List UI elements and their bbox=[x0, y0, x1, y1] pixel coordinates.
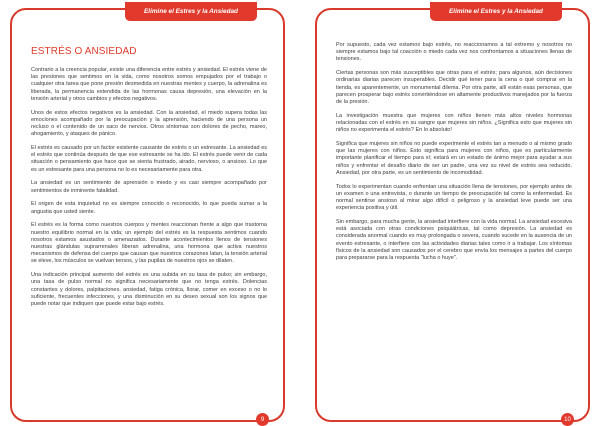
paragraph: Unos de estos efectos negativos es la ansiedad. Con la ansiedad, el miedo supera todas las emociones acompañado por la preocupación y la aprensión, haciendo de una persona un recluso o el contenido de un saco de nervios. Otros síntomas son dolores de pecho, mareo, ahogamiento, y ataques de pánico. bbox=[31, 109, 267, 138]
paragraph: Ciertas personas son más susceptibles que otras para el estrés; para algunos, aún decisiones ordinarias diarias parecen insuperables. Decidir qué tener para la cena o qué comprar en la tienda, es aparentemente, un monumental dilema. Por otra parte, allí están esas personas, que parecen prosperar bajo estrés convirtiéndose en altamente productivos manejados por la fuerza de la presión. bbox=[336, 70, 572, 106]
left-page bbox=[10, 8, 285, 422]
right-page-content bbox=[336, 42, 572, 269]
paragraph: La ansiedad es un sentimiento de aprensión o miedo y es casi siempre acompañado por sentimientos de inminente fatalidad. bbox=[31, 180, 267, 194]
paragraph: Por supuesto, cada vez estamos bajo estrés, no reaccionamos a tal extremo y nosotros no siempre estamos bajo tal coacción o miedo cada vez nos confrontamos a situaciones llenas de tensiones. bbox=[336, 42, 572, 63]
paragraph: El estrés es la forma como nuestros cuerpos y mentes reaccionan frente a algo que trastorna nuestro equilibrio normal en la vida; un ejemplo del estrés es la respuesta sentimos cuando nosotros estamos asustados o amenazados. Durante acontecimientos llenos de tensiones nuestras glándulas suprarrenales liberan adrenalina, una hormona que activa nuestros mecanismos de defensa del cuerpo que causan que nuestros corazones latan, la tensión arterial se eleve, los músculos se vuelvan tensos, y las pupilas de nuestros ojos se dilaten. bbox=[31, 222, 267, 265]
left-page-content bbox=[31, 46, 267, 315]
right-page bbox=[315, 8, 590, 422]
paragraph: Una indicación principal aumento del estrés es una subida en su tasa de pulso; sin embargo, una tasa de pulso normal no significa necesariamente que no tenga estrés. Dolencias constantes y dolores, palpitaciones, ansiedad, fatiga crónica, llorar, comer en exceso o no lo suficiente, frecuentes infecciones, y una disminución en su deseo sexual son los signos que puede notar que indiquen que puede estar bajo estrés. bbox=[31, 272, 267, 308]
header-tab: Elimine el Estres y la Ansiedad bbox=[125, 2, 257, 21]
section-heading: ESTRÉS O ANSIEDAD bbox=[31, 46, 137, 57]
paragraph: El estrés es causado por un factor existente causante de estrés o un estresante. La ansiedad es el estrés que continúa después de que ese estresante se ha ido. El estrés puede venir de cada situación o pensamiento que hace que se sienta frustrado, airado, nervioso, o ansioso. Lo que es un estresante para una persona no lo es necesariamente para otra. bbox=[31, 145, 267, 173]
paragraph: Significa que mujeres sin niños no puede experimente el estrés tan a menudo o al mismo grado que las mujeres con niños. Esto significa para mujeres con niños, que es particularmente importante planificar el tiempo para sí; estará en un estado de ánimo mejor para ayudar a sus niños y enfrentar el desafío diario de ser un padre, una vez su nivel de estrés sea reducido. Ansiedad, por otra parte, es un sentimiento de incomodidad. bbox=[336, 141, 572, 176]
header-tab: Elimine el Estres y la Ansiedad bbox=[430, 2, 562, 21]
paragraph: Contrario a la creencia popular, existe una diferencia entre estrés y ansiedad. El estrés viene de las presiones que sentimos en la vida, como nosotros somos empujados por el trabajo o cualquier otra tarea que pone presión desmedida en nuestras mentes y cuerpo, la adrenalina es liberada, la permanencia extendida de las hormonas causa depresión, una elevación en la tensión arterial y otros cambios y efectos negativos. bbox=[31, 67, 267, 102]
paragraph: La investigación muestra que mujeres con niños tienen más altos niveles hormonas relacionadas con el estrés en su sangre que mujeres sin niños. ¿Significa esto que mujeres sin niños no experimenta el estrés? En lo absoluto! bbox=[336, 112, 572, 134]
paragraph: Todos lo experimentan cuando enfrentan una situación llena de tensiones, por ejemplo antes de un examen o una entrevista, o durante un tiempo de preocupación tal como la enfermedad. Es normal sentirse ansioso al mirar algo difícil o peligroso y la ansiedad leve puede ser una experiencia positiva y útil. bbox=[336, 183, 572, 212]
paragraph: El origen de esta inquietud no es siempre conocido o reconocido, lo que pueda sumar a la angustia que usted siente. bbox=[31, 201, 267, 215]
page-number: 9 bbox=[256, 413, 269, 426]
paragraph: Sin embargo, para mucha gente, la ansiedad interfiere con la vida normal. La ansiedad excesiva está asociada con otras condiciones psiquiátricas, tal como depresión. La ansiedad es considerada anormal cuando es muy prolongada o severa, cuando sucede en la ausencia de un evento estresante, o interfiere con las actividades diarias tales como ir a trabajar. Los síntomas físicos de la ansiedad son causados por el cerebro que envía los mensajes a partes del cuerpo para prepararse para la respuesta "lucha o huye". bbox=[336, 219, 572, 262]
page-number: 10 bbox=[561, 413, 574, 426]
